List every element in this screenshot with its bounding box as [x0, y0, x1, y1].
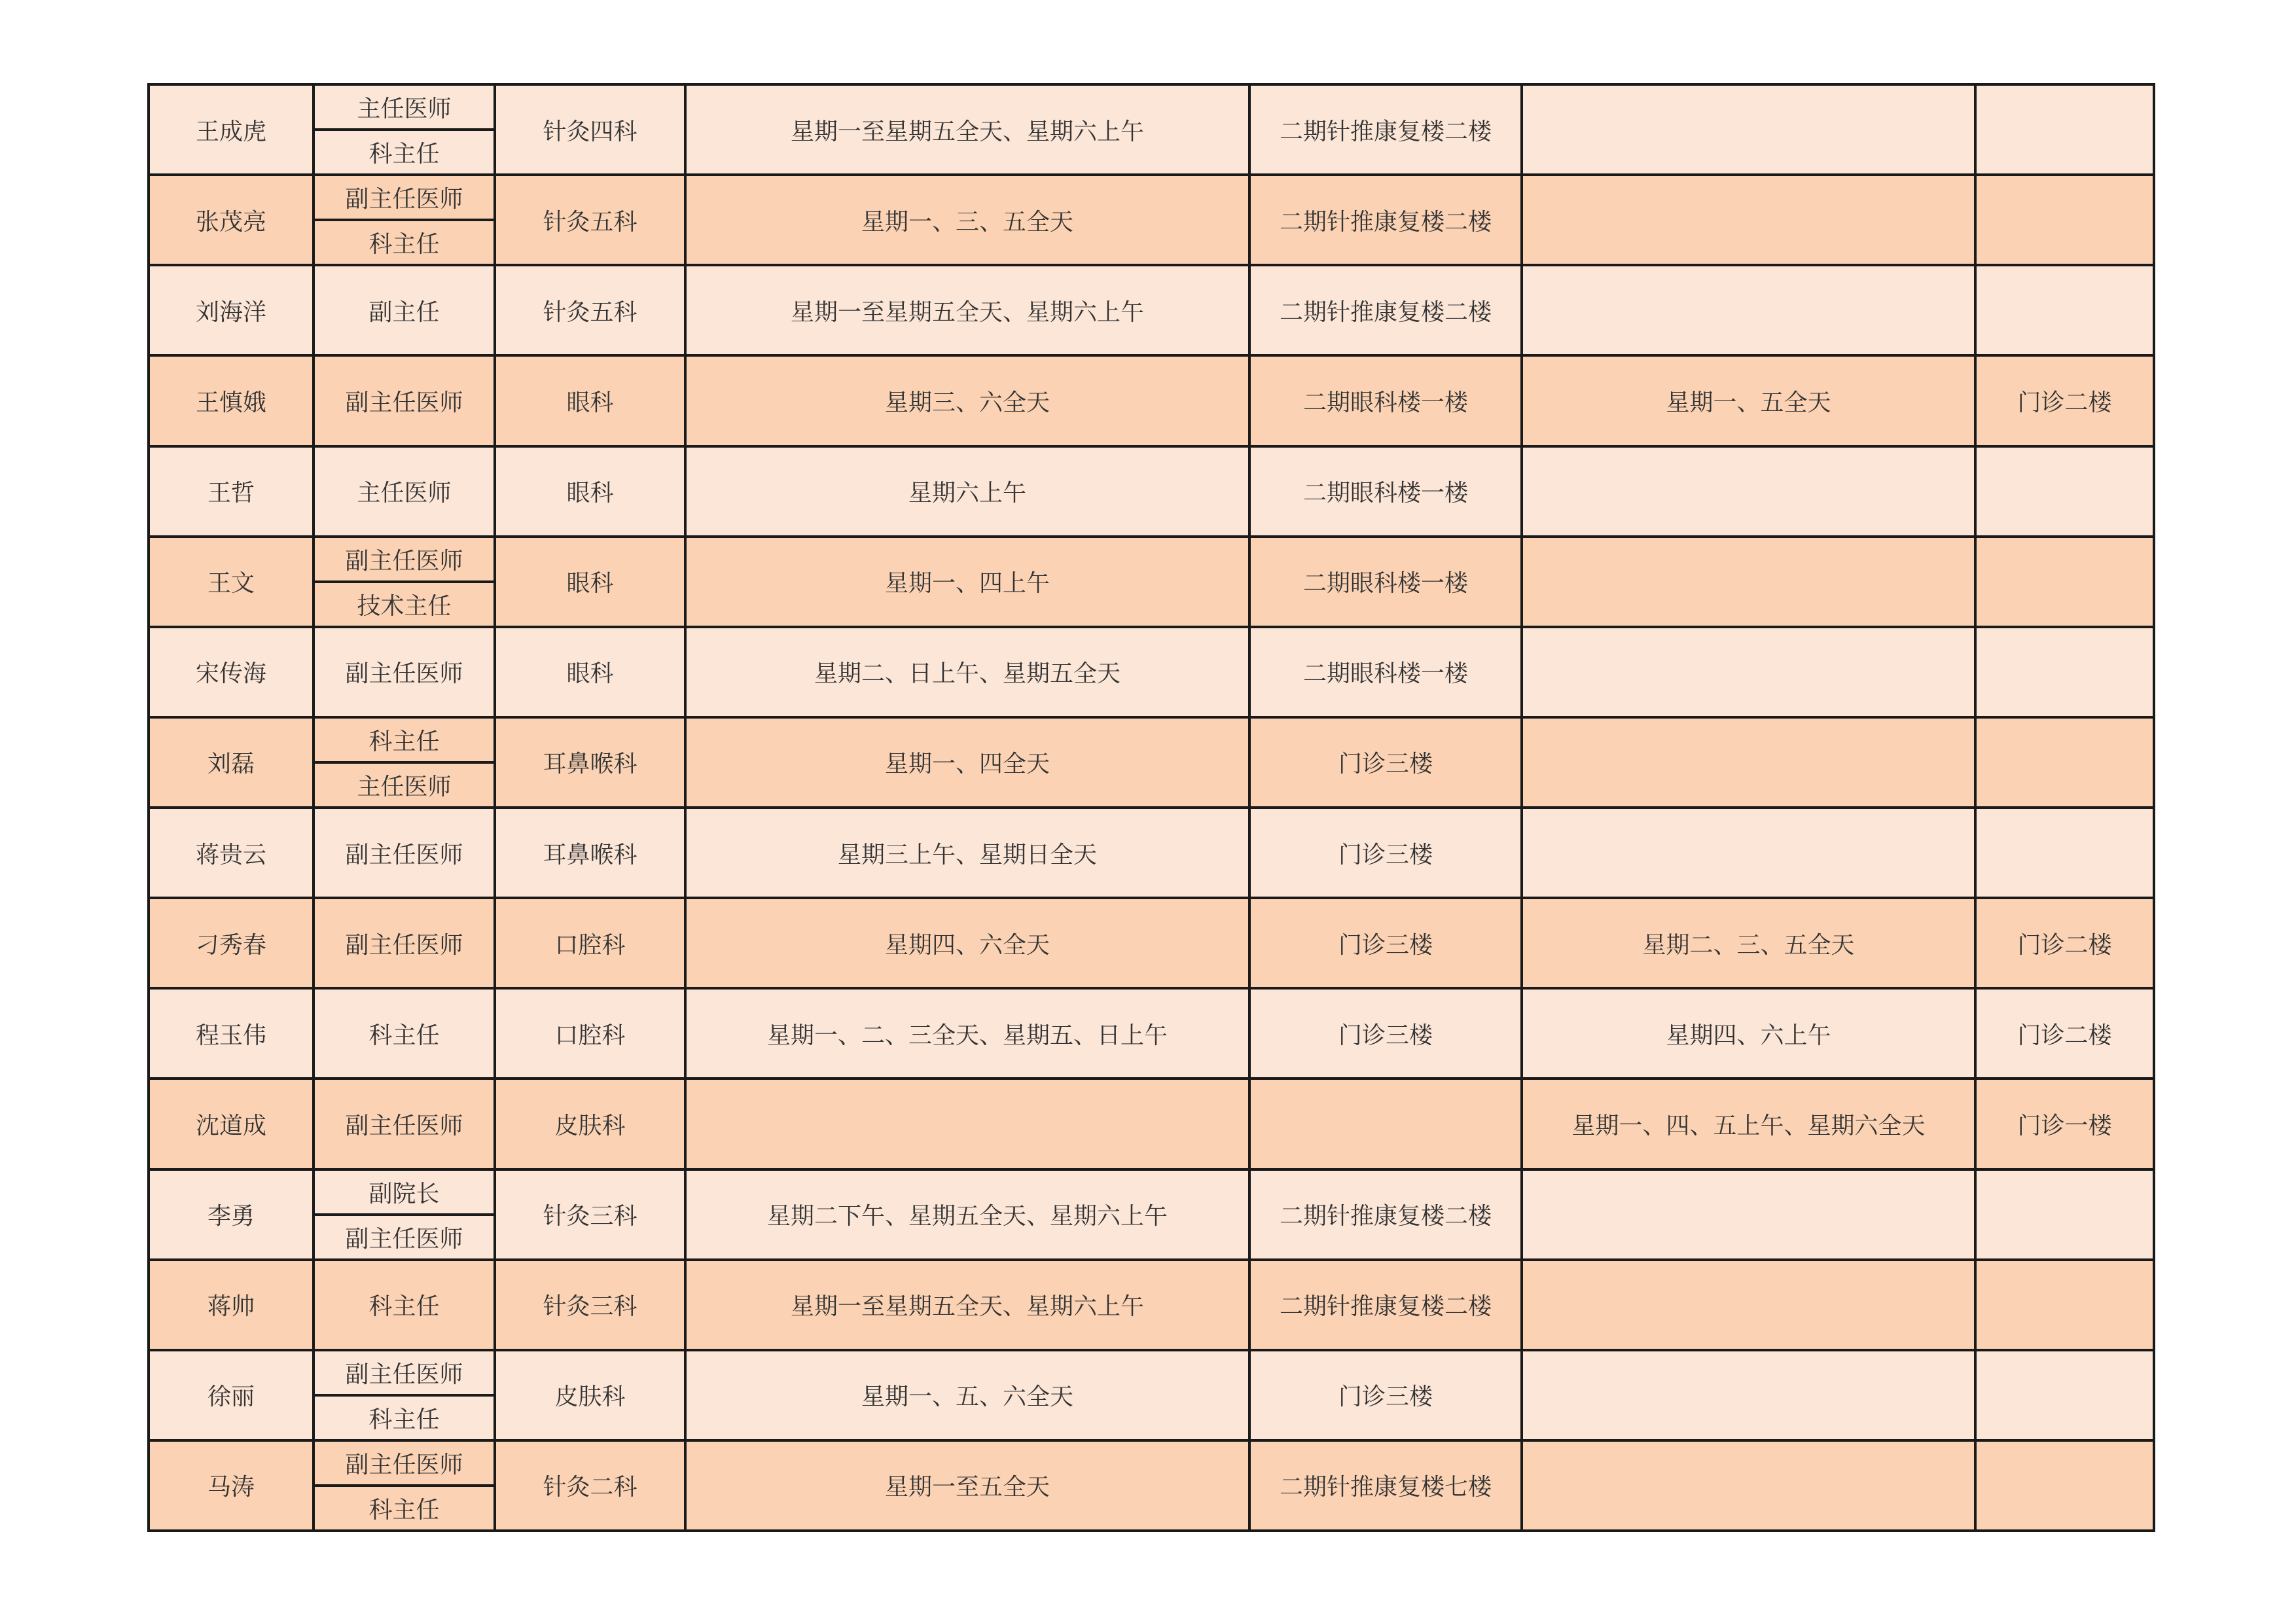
doctor-title: 科主任: [368, 1022, 440, 1049]
doctor-title-cell: [314, 1169, 495, 1260]
clinic-time-2: 星期四、六上午: [1522, 988, 1975, 1079]
doctor-title: 副主任医师: [345, 1451, 463, 1478]
doctor-title: 副主任医师: [345, 389, 463, 416]
clinic-time-2: [1522, 808, 1975, 898]
clinic-location: [1249, 1079, 1522, 1169]
clinic-location-2: [1975, 84, 2154, 175]
title-stack: [315, 266, 493, 354]
clinic-time: 星期二、日上午、星期五全天: [685, 627, 1249, 717]
title-stack: [315, 538, 493, 626]
clinic-time-2: [1522, 84, 1975, 175]
table-row: [149, 537, 2154, 627]
clinic-location: 门诊三楼: [1249, 1350, 1522, 1440]
department: 眼科: [495, 446, 685, 537]
clinic-location: 二期眼科楼一楼: [1249, 537, 1522, 627]
table-row: [149, 1350, 2154, 1440]
department: 口腔科: [495, 988, 685, 1079]
clinic-location: 二期针推康复楼七楼: [1249, 1440, 1522, 1531]
clinic-time-2: [1522, 175, 1975, 265]
doctor-title-cell: [314, 1440, 495, 1531]
clinic-location-2: [1975, 808, 2154, 898]
clinic-time: 星期六上午: [685, 446, 1249, 537]
clinic-location-2: [1975, 1440, 2154, 1531]
department: 眼科: [495, 537, 685, 627]
clinic-time: 星期三、六全天: [685, 355, 1249, 446]
doctor-title: 副主任医师: [315, 1213, 493, 1258]
title-stack: [315, 1080, 493, 1168]
table-row: [149, 84, 2154, 175]
doctor-title: 副主任医师: [345, 547, 463, 575]
clinic-location-2: [1975, 1260, 2154, 1350]
clinic-time: 星期一、三、五全天: [685, 175, 1249, 265]
doctor-schedule-table: [147, 83, 2155, 1532]
doctor-title-cell: [314, 627, 495, 717]
doctor-name: 李勇: [149, 1169, 314, 1260]
clinic-time-2: 星期一、四、五上午、星期六全天: [1522, 1079, 1975, 1169]
doctor-title-cell: [314, 537, 495, 627]
doctor-title: 主任医师: [357, 96, 452, 123]
doctor-title-cell: [314, 1350, 495, 1440]
clinic-time: 星期二下午、星期五全天、星期六上午: [685, 1169, 1249, 1260]
clinic-location-2: 门诊二楼: [1975, 898, 2154, 988]
doctor-title-cell: [314, 355, 495, 446]
clinic-location-2: [1975, 1169, 2154, 1260]
doctor-title: 科主任: [315, 1484, 493, 1529]
clinic-location: 二期针推康复楼二楼: [1249, 1260, 1522, 1350]
clinic-time: [685, 1079, 1249, 1169]
doctor-name: 刁秀春: [149, 898, 314, 988]
clinic-time: 星期四、六全天: [685, 898, 1249, 988]
doctor-name: 刘磊: [149, 717, 314, 808]
doctor-title: 科主任: [315, 128, 493, 173]
department: 耳鼻喉科: [495, 808, 685, 898]
doctor-title: 科主任: [368, 1293, 440, 1321]
table-row: [149, 898, 2154, 988]
doctor-name: 张茂亮: [149, 175, 314, 265]
clinic-location-2: [1975, 446, 2154, 537]
clinic-location: 二期针推康复楼二楼: [1249, 1169, 1522, 1260]
clinic-time: 星期一至星期五全天、星期六上午: [685, 265, 1249, 355]
clinic-time-2: 星期一、五全天: [1522, 355, 1975, 446]
clinic-location: 二期针推康复楼二楼: [1249, 175, 1522, 265]
table-row: [149, 1169, 2154, 1260]
doctor-title-cell: [314, 84, 495, 175]
doctor-title: 副主任医师: [345, 931, 463, 959]
clinic-time-2: [1522, 717, 1975, 808]
doctor-title-cell: [314, 717, 495, 808]
clinic-time-2: [1522, 537, 1975, 627]
title-stack: [315, 357, 493, 444]
table-row: [149, 1079, 2154, 1169]
clinic-location-2: 门诊一楼: [1975, 1079, 2154, 1169]
doctor-title: 副主任医师: [345, 660, 463, 688]
clinic-location: 门诊三楼: [1249, 898, 1522, 988]
table-row: [149, 1260, 2154, 1350]
department: 针灸二科: [495, 1440, 685, 1531]
doctor-name: 王哲: [149, 446, 314, 537]
doctor-title-cell: [314, 1260, 495, 1350]
clinic-location: 门诊三楼: [1249, 988, 1522, 1079]
department: 针灸三科: [495, 1260, 685, 1350]
title-stack: [315, 1261, 493, 1349]
clinic-location-2: 门诊二楼: [1975, 355, 2154, 446]
doctor-title-cell: [314, 808, 495, 898]
schedule-body: [149, 84, 2154, 1531]
clinic-time: 星期一、二、三全天、星期五、日上午: [685, 988, 1249, 1079]
department: 针灸三科: [495, 1169, 685, 1260]
title-stack: [315, 1171, 493, 1258]
department: 皮肤科: [495, 1350, 685, 1440]
clinic-time: 星期一至星期五全天、星期六上午: [685, 84, 1249, 175]
title-stack: [315, 719, 493, 806]
table-row: [149, 355, 2154, 446]
table-row: [149, 808, 2154, 898]
table-row: [149, 988, 2154, 1079]
department: 针灸四科: [495, 84, 685, 175]
doctor-title: 副院长: [368, 1180, 440, 1207]
doctor-title-cell: [314, 898, 495, 988]
doctor-name: 王成虎: [149, 84, 314, 175]
clinic-time: 星期一、五、六全天: [685, 1350, 1249, 1440]
doctor-title: 副主任: [368, 298, 440, 326]
doctor-title: 副主任医师: [345, 186, 463, 213]
table-row: [149, 627, 2154, 717]
clinic-time-2: 星期二、三、五全天: [1522, 898, 1975, 988]
clinic-time: 星期三上午、星期日全天: [685, 808, 1249, 898]
department: 耳鼻喉科: [495, 717, 685, 808]
doctor-title: 主任医师: [357, 480, 452, 507]
doctor-title: 科主任: [368, 728, 440, 755]
table-row: [149, 446, 2154, 537]
doctor-name: 宋传海: [149, 627, 314, 717]
doctor-title: 科主任: [315, 1394, 493, 1439]
doctor-name: 徐丽: [149, 1350, 314, 1440]
clinic-location-2: [1975, 1350, 2154, 1440]
clinic-location-2: [1975, 537, 2154, 627]
department: 皮肤科: [495, 1079, 685, 1169]
doctor-name: 程玉伟: [149, 988, 314, 1079]
clinic-location-2: [1975, 717, 2154, 808]
clinic-location-2: [1975, 627, 2154, 717]
clinic-location: 二期眼科楼一楼: [1249, 355, 1522, 446]
clinic-time: 星期一至五全天: [685, 1440, 1249, 1531]
doctor-title-cell: [314, 1079, 495, 1169]
schedule-sheet: [147, 83, 2153, 1529]
clinic-time-2: [1522, 1440, 1975, 1531]
doctor-title: 副主任医师: [345, 1112, 463, 1139]
department: 针灸五科: [495, 175, 685, 265]
doctor-name: 蒋帅: [149, 1260, 314, 1350]
department: 口腔科: [495, 898, 685, 988]
clinic-location-2: 门诊二楼: [1975, 988, 2154, 1079]
clinic-time: 星期一、四全天: [685, 717, 1249, 808]
doctor-title-cell: [314, 265, 495, 355]
clinic-time: 星期一、四上午: [685, 537, 1249, 627]
clinic-location-2: [1975, 265, 2154, 355]
clinic-location: 门诊三楼: [1249, 808, 1522, 898]
title-stack: [315, 1442, 493, 1529]
title-stack: [315, 86, 493, 173]
clinic-time-2: [1522, 1169, 1975, 1260]
doctor-name: 马涛: [149, 1440, 314, 1531]
table-row: [149, 1440, 2154, 1531]
department: 眼科: [495, 355, 685, 446]
clinic-location: 二期眼科楼一楼: [1249, 446, 1522, 537]
clinic-location: 二期针推康复楼二楼: [1249, 265, 1522, 355]
doctor-title-cell: [314, 446, 495, 537]
clinic-time-2: [1522, 627, 1975, 717]
doctor-title: 技术主任: [315, 580, 493, 626]
title-stack: [315, 628, 493, 716]
doctor-name: 王慎娥: [149, 355, 314, 446]
clinic-time: 星期一至星期五全天、星期六上午: [685, 1260, 1249, 1350]
clinic-time-2: [1522, 265, 1975, 355]
doctor-name: 王文: [149, 537, 314, 627]
clinic-location: 二期针推康复楼二楼: [1249, 84, 1522, 175]
doctor-title-cell: [314, 988, 495, 1079]
clinic-location: 二期眼科楼一楼: [1249, 627, 1522, 717]
title-stack: [315, 990, 493, 1077]
title-stack: [315, 448, 493, 535]
title-stack: [315, 899, 493, 987]
title-stack: [315, 809, 493, 897]
doctor-title: 副主任医师: [345, 1361, 463, 1388]
doctor-title: 主任医师: [315, 761, 493, 806]
doctor-title: 副主任医师: [345, 841, 463, 868]
clinic-location: 门诊三楼: [1249, 717, 1522, 808]
table-row: [149, 265, 2154, 355]
doctor-name: 蒋贵云: [149, 808, 314, 898]
doctor-title-cell: [314, 175, 495, 265]
clinic-time-2: [1522, 446, 1975, 537]
clinic-time-2: [1522, 1260, 1975, 1350]
doctor-name: 沈道成: [149, 1079, 314, 1169]
clinic-time-2: [1522, 1350, 1975, 1440]
title-stack: [315, 1351, 493, 1439]
department: 眼科: [495, 627, 685, 717]
table-row: [149, 717, 2154, 808]
doctor-name: 刘海洋: [149, 265, 314, 355]
title-stack: [315, 176, 493, 264]
doctor-title: 科主任: [315, 219, 493, 264]
department: 针灸五科: [495, 265, 685, 355]
table-row: [149, 175, 2154, 265]
clinic-location-2: [1975, 175, 2154, 265]
